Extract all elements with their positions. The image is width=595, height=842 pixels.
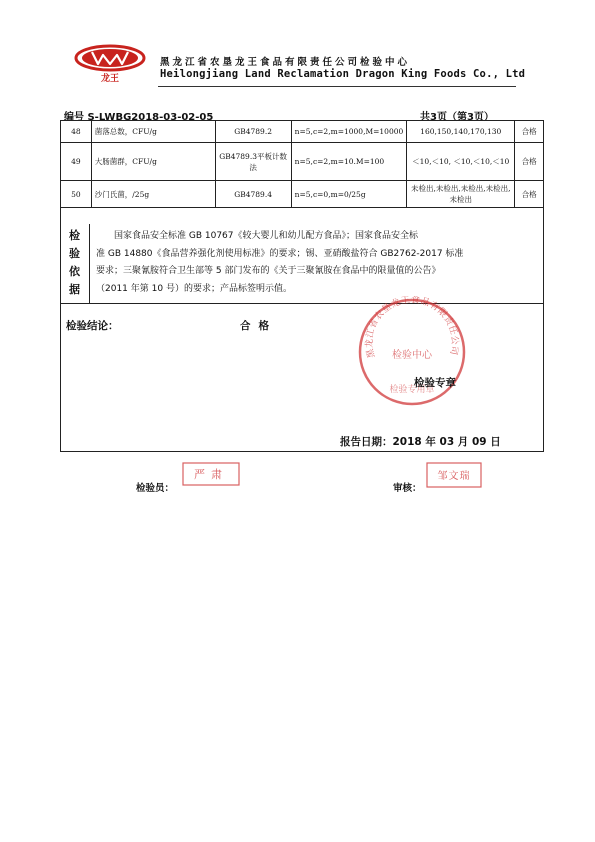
basis-line: 要求；三聚氰胺符合卫生部等 5 部门发布的《关于三聚氰胺在食品中的限量值的公告》 [96, 266, 441, 276]
inspection-seal [356, 296, 468, 408]
basis-line: 准 GB 14880《食品营养强化剂使用标准》的要求；锡、亚硝酸盐符合 GB2762-2017 标准 [96, 248, 464, 259]
inspector-label: 检验员： [136, 483, 175, 494]
seal-caption: 检验专章 [414, 377, 456, 389]
basis-label-char: 检 [69, 229, 80, 242]
item-judgement: 合格 [515, 121, 544, 143]
item-method: GB4789.3平板计数法 [215, 143, 291, 181]
conclusion-label: 检验结论： [66, 320, 119, 332]
reviewer-signature-stamp [426, 462, 482, 488]
item-method: GB4789.2 [215, 121, 291, 143]
letterhead [70, 44, 530, 86]
basis-label-char: 据 [69, 283, 80, 296]
basis-line: 国家食品安全标准 GB 10767《较大婴儿和幼儿配方食品》；国家食品安全标 [114, 231, 419, 241]
item-sampling-plan: n=5,c=2,m=10.M=100 [291, 143, 407, 181]
item-name: 大肠菌群，CFU/g [91, 143, 215, 181]
item-number: 49 [61, 143, 92, 181]
test-items-table [60, 120, 544, 208]
item-number: 50 [61, 181, 92, 208]
item-result: 未检出,未检出,未检出,未检出,未检出 [407, 181, 515, 208]
company-name-cn: 黑龙江省农垦龙王食品有限责任公司检验中心 [160, 57, 411, 68]
item-number: 48 [61, 121, 92, 143]
logo-text: 龙王 [100, 74, 120, 84]
item-name: 沙门氏菌，/25g [91, 181, 215, 208]
item-method: GB4789.4 [215, 181, 291, 208]
basis-label-char: 依 [69, 265, 80, 278]
header-rule [158, 86, 516, 87]
item-result: ＜10,＜10, ＜10,＜10,＜10 [407, 143, 515, 181]
table-row [61, 143, 544, 181]
item-judgement: 合格 [515, 143, 544, 181]
item-sampling-plan: n=5,c=0,m=0/25g [291, 181, 407, 208]
report-date: 报告日期：2018 年 03 月 09 日 [340, 436, 501, 448]
page-count: 共3页（第3页） [420, 112, 494, 123]
inspection-basis-label [60, 224, 90, 304]
table-row [61, 181, 544, 208]
conclusion-value: 合格 [240, 320, 277, 332]
table-row [61, 121, 544, 143]
company-name-en: Heilongjiang Land Reclamation Dragon King Foods Co., Ltd [160, 68, 526, 80]
document-number: 编号 S-LWBG2018-03-02-05 [64, 112, 214, 123]
item-name: 菌落总数，CFU/g [91, 121, 215, 143]
reviewer-label: 审核： [393, 483, 422, 494]
basis-line: （2011 年第 10 号）的要求；产品标签明示值。 [96, 283, 292, 294]
seal-center-text: 检验中心 [392, 350, 432, 361]
item-judgement: 合格 [515, 181, 544, 208]
inspection-basis-row [60, 224, 544, 304]
inspector-signature-stamp [182, 462, 240, 486]
reviewer-name: 邹文瑞 [437, 471, 471, 482]
item-sampling-plan: n=5,c=2,m=1000,M=10000 [291, 121, 407, 143]
inspector-name: 严肃 [194, 468, 228, 481]
item-result: 160,150,140,170,130 [407, 121, 515, 143]
seal-ring-text: 黑龙江省农垦龙王食品有限责任公司 [364, 296, 460, 359]
seal-bottom-text: 检验专用章 [389, 385, 435, 395]
inspection-basis-text [96, 228, 536, 298]
company-logo [70, 44, 150, 84]
basis-label-char: 验 [69, 247, 80, 260]
